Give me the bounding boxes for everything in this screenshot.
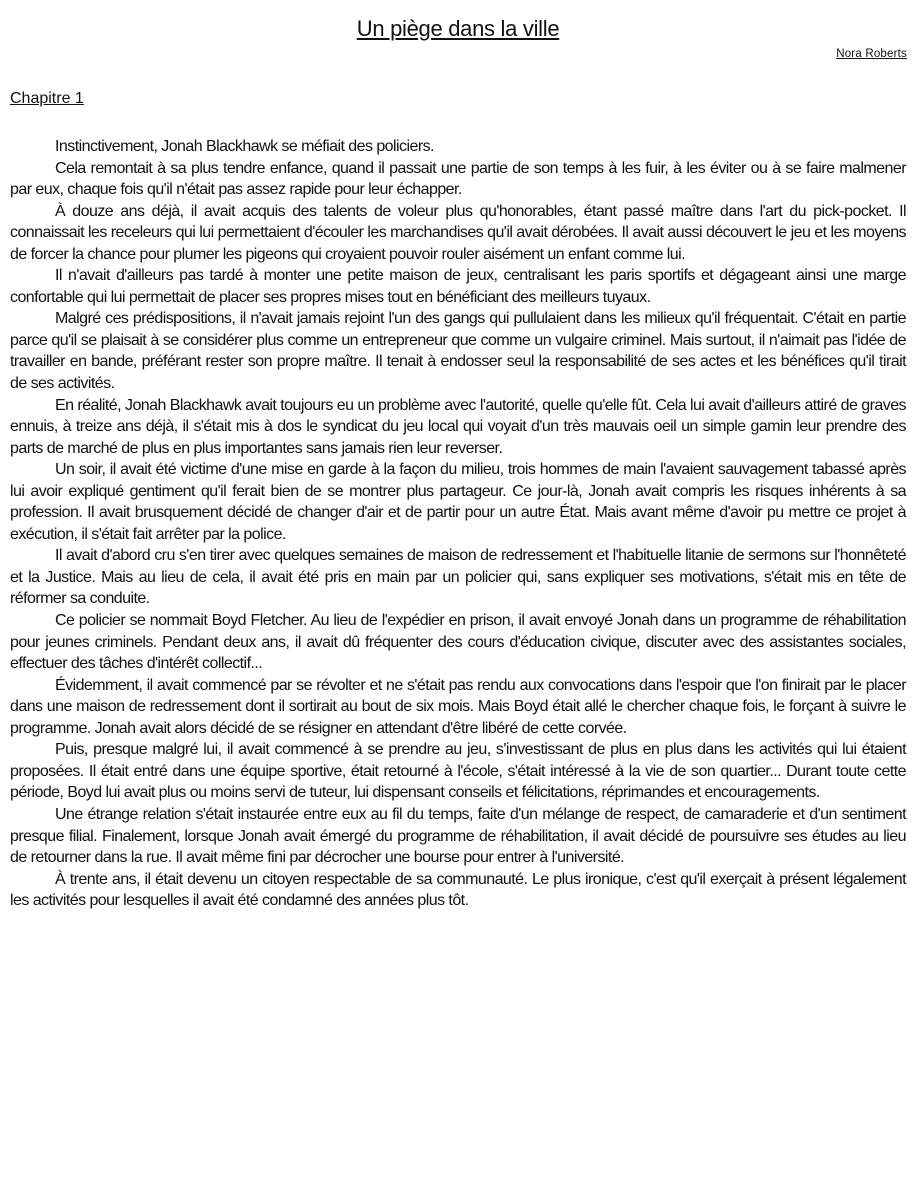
paragraph: Malgré ces prédispositions, il n'avait jamais rejoint l'un des gangs qui pullulaient dans les milieux qu'il fréquentait. C'était en partie parce qu'il se plaisait à se considérer plus comme un entrepreneur que comme un vulgaire criminel. Mais surtout, il n'aimait pas l'idée de travailler en bande, préférant rester son propre maître. Il tenait à endosser seul la responsabilité de ses actes et les bénéfices qu'il tirait de ses activités. [10,310,906,393]
paragraph: En réalité, Jonah Blackhawk avait toujours eu un problème avec l'autorité, quelle qu'elle fût. Cela lui avait d'ailleurs attiré de graves ennuis, à treize ans déjà, il s'était mis à dos le syndicat du jeu local qui voyait d'un très mauvais oeil un simple gamin leur prendre des parts de marché de plus en plus importantes sans jamais rien leur reverser. [10,396,906,457]
paragraph: À trente ans, il était devenu un citoyen respectable de sa communauté. Le plus ironique, c'est qu'il exerçait à présent légalement les activités pour lesquelles il avait été condamné des années plus tôt. [10,870,906,910]
paragraph: Ce policier se nommait Boyd Fletcher. Au lieu de l'expédier en prison, il avait envoyé Jonah dans un programme de réhabilitation pour jeunes criminels. Pendant deux ans, il avait dû fréquenter des cours d'éducation civique, discuter avec des assistantes sociales, effectuer des tâches d'intérêt collectif... [10,612,906,673]
paragraph: À douze ans déjà, il avait acquis des talents de voleur plus qu'honorables, étant passé maître dans l'art du pick-pocket. Il connaissait les receleurs qui lui permettaient d'écouler les marchandises qu'il avait dérobées. Il avait aussi découvert le jeu et les moyens de forcer la chance pour plumer les pigeons qui croyaient pouvoir rouler aisément un enfant comme lui. [10,202,906,263]
paragraph: Il avait d'abord cru s'en tirer avec quelques semaines de maison de redressement et l'habituelle litanie de sermons sur l'honnêteté et la Justice. Mais au lieu de cela, il avait été pris en main par un policier qui, sans expliquer ses motivations, s'était mis en tête de réformer sa conduite. [10,547,906,608]
chapter-heading: Chapitre 1 [10,90,84,107]
paragraph: Instinctivement, Jonah Blackhawk se méfiait des policiers. [55,138,434,155]
chapter-body [10,136,906,912]
paragraph: Une étrange relation s'était instaurée entre eux au fil du temps, faite d'un mélange de respect, de camaraderie et d'un sentiment presque filial. Finalement, lorsque Jonah avait émergé du programme de réhabilitation, il avait décidé de poursuivre ses études au lieu de retourner dans la rue. Il avait même fini par décrocher une bourse pour entrer à l'université. [10,805,906,867]
paragraph: Puis, presque malgré lui, il avait commencé à se prendre au jeu, s'investissant de plus en plus dans les activités qui lui étaient proposées. Il était entré dans une équipe sportive, était retourné à l'école, s'était intéressé à la vie de son quartier... Durant toute cette période, Boyd lui avait plus ou moins servi de tuteur, lui dispensant conseils et félicitations, réprimandes et encouragements. [10,741,906,802]
paragraph: Évidemment, il avait commencé par se révolter et ne s'était pas rendu aux convocations dans l'espoir que l'on finirait par le placer dans une maison de redressement dont il sortirait au bout de six mois. Mais Boyd était allé le chercher chaque fois, le forçant à suivre le programme. Jonah avait alors décidé de se résigner en attendant d'être libéré de cette corvée. [10,676,906,737]
paragraph: Cela remontait à sa plus tendre enfance, quand il passait une partie de son temps à les fuir, à les éviter ou à se faire malmener par eux, chaque fois qu'il n'était pas assez rapide pour leur échapper. [10,159,906,199]
document-title: Un piège dans la ville [356,16,560,41]
author-name: Nora Roberts [836,48,907,60]
paragraph: Un soir, il avait été victime d'une mise en garde à la façon du milieu, trois hommes de main l'avaient sauvagement tabassé après lui avoir expliqué gentiment qu'il ferait bien de se montrer plus partageur. Ce jour-là, Jonah avait compris les risques inhérents à sa profession. Il avait brusquement décidé de changer d'air et de partir pour un autre État. Mais avant même d'avoir pu mettre ce projet à exécution, il s'était fait arrêter par la police. [10,461,906,543]
paragraph: Il n'avait d'ailleurs pas tardé à monter une petite maison de jeux, centralisant les paris sportifs et dégageant ainsi une marge confortable qui lui permettait de placer ses propres mises tout en bénéficiant des meilleurs tuyaux. [10,267,906,306]
